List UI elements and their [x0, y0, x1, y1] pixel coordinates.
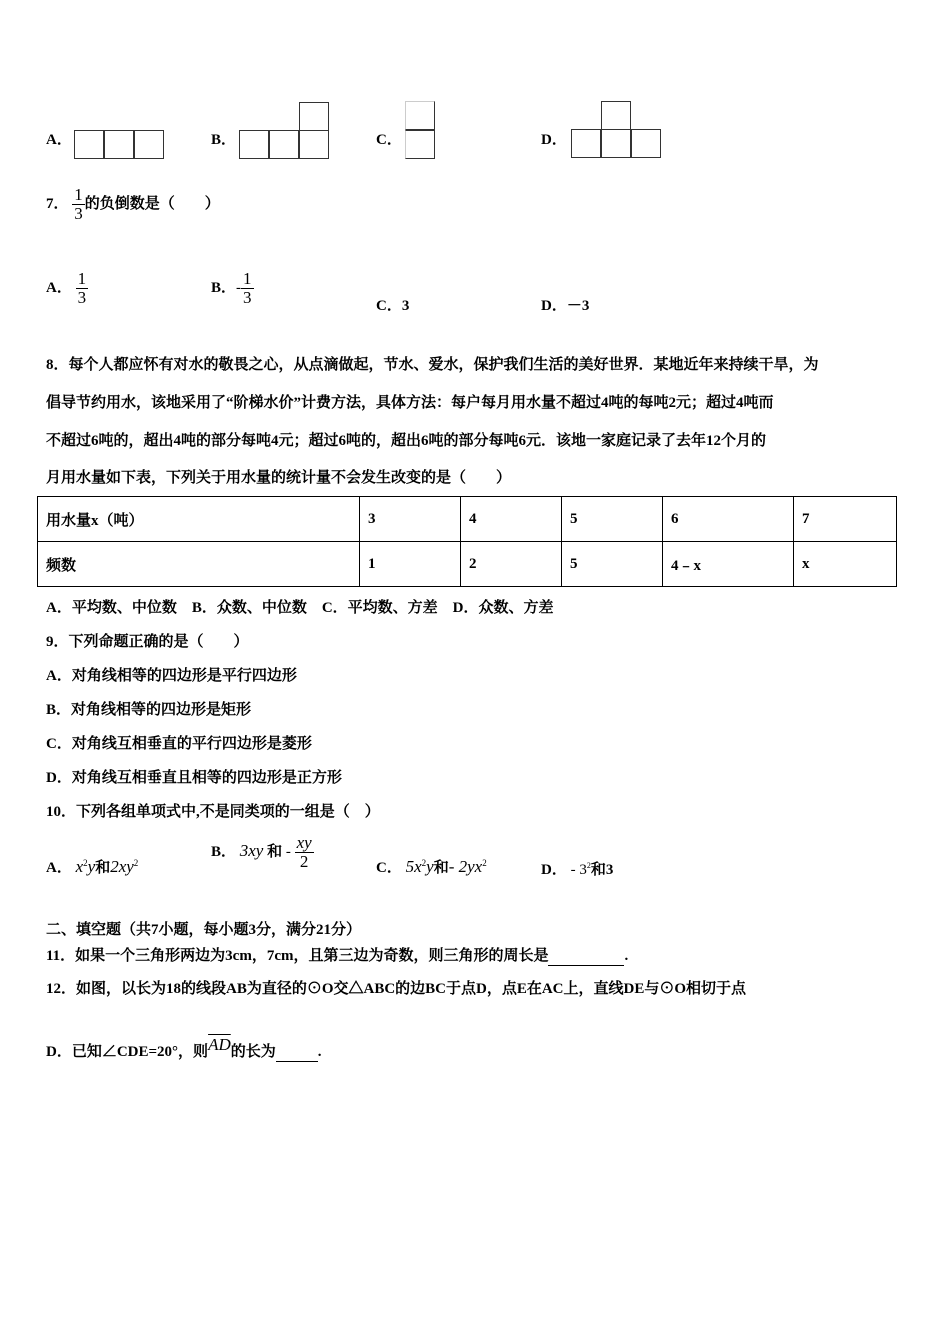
q8-table — [37, 496, 897, 587]
q9-option-d: D．对角线互相垂直且相等的四边形是正方形 — [46, 770, 342, 786]
q8-options: A．平均数、中位数 B．众数、中位数 C．平均数、方差 D．众数、方差 — [46, 600, 554, 616]
q7-stem — [46, 186, 220, 223]
q7-text: 的负倒数是（ ） — [84, 195, 220, 212]
table-cell: 用水量x（吨） — [38, 497, 360, 542]
q10-option-c: C． $5x^2y$和- $2yx^2$ — [376, 857, 487, 876]
q6-option-b: B． — [211, 132, 237, 148]
table-cell: 7 — [794, 497, 897, 542]
table-cell: 5 — [562, 542, 663, 587]
q7-option-c: C．3 — [376, 298, 410, 314]
q12-line1: 12．如图，以长为18的线段AB为直径的⊙O交△ABC的边BC于点D，点E在AC上，直线DE与⊙O相切于点 — [46, 981, 747, 997]
q6-option-a: A． — [46, 132, 72, 148]
table-row — [38, 497, 897, 542]
table-cell: 6 — [663, 497, 794, 542]
q10-option-a: A． $x^2y$和$2xy^2$ — [46, 857, 139, 876]
table-cell: 5 — [562, 497, 663, 542]
q8-line: 月用水量如下表，下列关于用水量的统计量不会发生改变的是（ ） — [46, 470, 512, 486]
table-cell: 3 — [360, 497, 461, 542]
table-cell: 4 — [461, 497, 562, 542]
q7-fraction: $\frac{1}{3}$ — [74, 185, 83, 223]
q9-option-a: A．对角线相等的四边形是平行四边形 — [46, 668, 297, 684]
arc-ad: $\overline{AD}$ — [208, 1035, 231, 1054]
table-cell: 频数 — [38, 542, 360, 587]
q10-stem: 10．下列各组单项式中,不是同类项的一组是（ ） — [46, 804, 380, 820]
q7-number: 7． — [46, 195, 69, 212]
table-cell: x — [794, 542, 897, 587]
q8-line: 倡导节约用水，该地采用了“阶梯水价”计费方法，具体方法：每户每月用水量不超过4吨的每吨2元；超过4吨而 — [46, 395, 774, 411]
q7-option-d: D．－3 — [541, 298, 590, 314]
q7-option-b: B．- $\frac{1}{3}$ — [211, 269, 252, 307]
table-cell: 4﹣x — [663, 542, 794, 587]
table-cell: 1 — [360, 542, 461, 587]
q8-line: 8．每个人都应怀有对水的敬畏之心，从点滴做起，节水、爱水，保护我们生活的美好世界．某地近年来持续干旱，为 — [46, 357, 819, 373]
q8-line: 不超过6吨的，超出4吨的部分每吨4元；超过6吨的，超出6吨的部分每吨6元．该地一家庭记录了去年12个月的 — [46, 433, 767, 449]
table-cell: 2 — [461, 542, 562, 587]
q12-line2: D．已知∠CDE=20°，则$\overline{AD}$的长为 . — [46, 1035, 322, 1060]
q10-option-b: B． 3xy 和 - $\frac{xy}{2}$ — [211, 833, 312, 871]
q7-option-a: A． $\frac{1}{3}$ — [46, 269, 87, 307]
q9-option-b: B．对角线相等的四边形是矩形 — [46, 702, 252, 718]
q9-stem: 9．下列命题正确的是（ ） — [46, 634, 249, 650]
q11: 11．如果一个三角形两边为3cm，7cm，且第三边为奇数，则三角形的周长是 . — [46, 948, 629, 964]
section-heading: 二、填空题（共7小题，每小题3分，满分21分） — [46, 922, 362, 938]
table-row — [38, 542, 897, 587]
q6-option-d: D． — [541, 132, 567, 148]
q9-option-c: C．对角线互相垂直的平行四边形是菱形 — [46, 736, 312, 752]
q6-option-c: C． — [376, 132, 402, 148]
q10-option-d: D． - $3^2$和3 — [541, 861, 614, 878]
